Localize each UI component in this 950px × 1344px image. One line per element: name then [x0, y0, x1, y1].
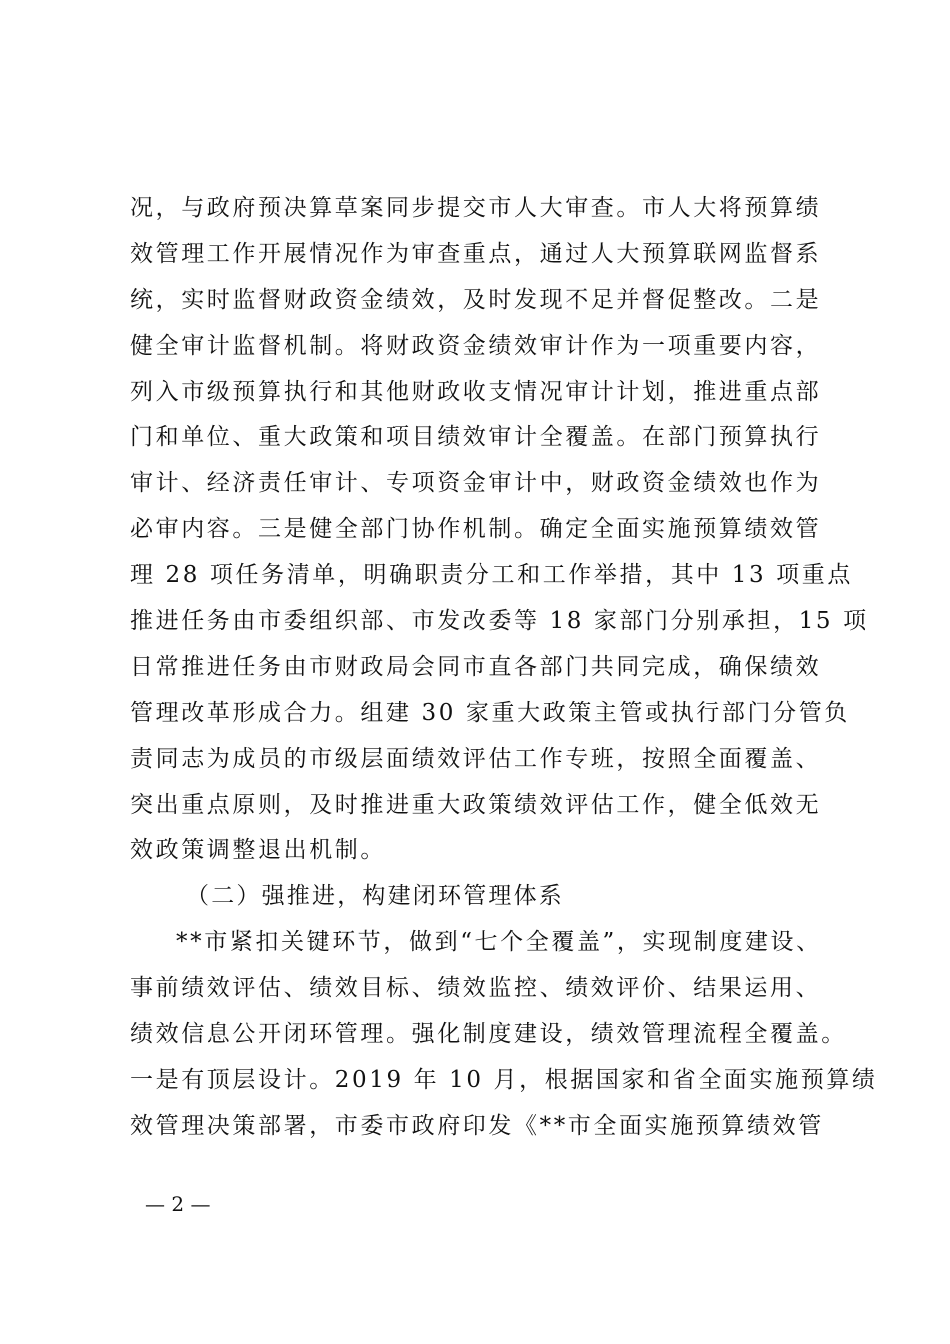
paragraph-line: 列入市级预算执行和其他财政收支情况审计计划，推进重点部 — [130, 378, 822, 405]
paragraph-line: 事前绩效评估、绩效目标、绩效监控、绩效评价、结果运用、 — [130, 975, 822, 1002]
paragraph-line: 一是有顶层设计。2019 年 10 月，根据国家和省全面实施预算绩 — [130, 1066, 878, 1093]
paragraph-line: 日常推进任务由市财政局会同市直各部门共同完成，确保绩效 — [130, 653, 822, 680]
paragraph-line: 管理改革形成合力。组建 30 家重大政策主管或执行部门分管负 — [130, 699, 850, 726]
paragraph-line: 推进任务由市委组织部、市发改委等 18 家部门分别承担，15 项 — [130, 608, 869, 635]
body-text — [130, 186, 878, 1150]
paragraph-line: 理 28 项任务清单，明确职责分工和工作举措，其中 13 项重点 — [130, 562, 853, 589]
paragraph-line: 健全审计监督机制。将财政资金绩效审计作为一项重要内容， — [130, 332, 822, 359]
paragraph-line: 况，与政府预决算草案同步提交市人大审查。市人大将预算绩 — [130, 195, 822, 221]
page-number: — 2 — — [145, 1192, 211, 1216]
paragraph-line: 效管理工作开展情况作为审查重点，通过人大预算联网监督系 — [130, 240, 822, 267]
paragraph-line: **市紧扣关键环节，做到“七个全覆盖”，实现制度建设、 — [176, 929, 822, 956]
paragraph-line: 效管理决策部署，市委市政府印发《**市全面实施预算绩效管 — [130, 1112, 824, 1139]
paragraph-line: 责同志为成员的市级层面绩效评估工作专班，按照全面覆盖、 — [130, 745, 822, 772]
paragraph-line: 突出重点原则，及时推进重大政策绩效评估工作，健全低效无 — [130, 791, 822, 818]
paragraph-line: 审计、经济责任审计、专项资金审计中，财政资金绩效也作为 — [130, 470, 822, 497]
paragraph-line: 绩效信息公开闭环管理。强化制度建设，绩效管理流程全覆盖。 — [130, 1021, 847, 1048]
paragraph-line: 统，实时监督财政资金绩效，及时发现不足并督促整改。二是 — [130, 286, 822, 313]
paragraph-line: 必审内容。三是健全部门协作机制。确定全面实施预算绩效管 — [130, 516, 822, 543]
paragraph-line: 门和单位、重大政策和项目绩效审计全覆盖。在部门预算执行 — [130, 424, 822, 451]
section-heading: （二）强推进，构建闭环管理体系 — [186, 883, 564, 910]
paragraph-line: 效政策调整退出机制。 — [130, 837, 386, 864]
